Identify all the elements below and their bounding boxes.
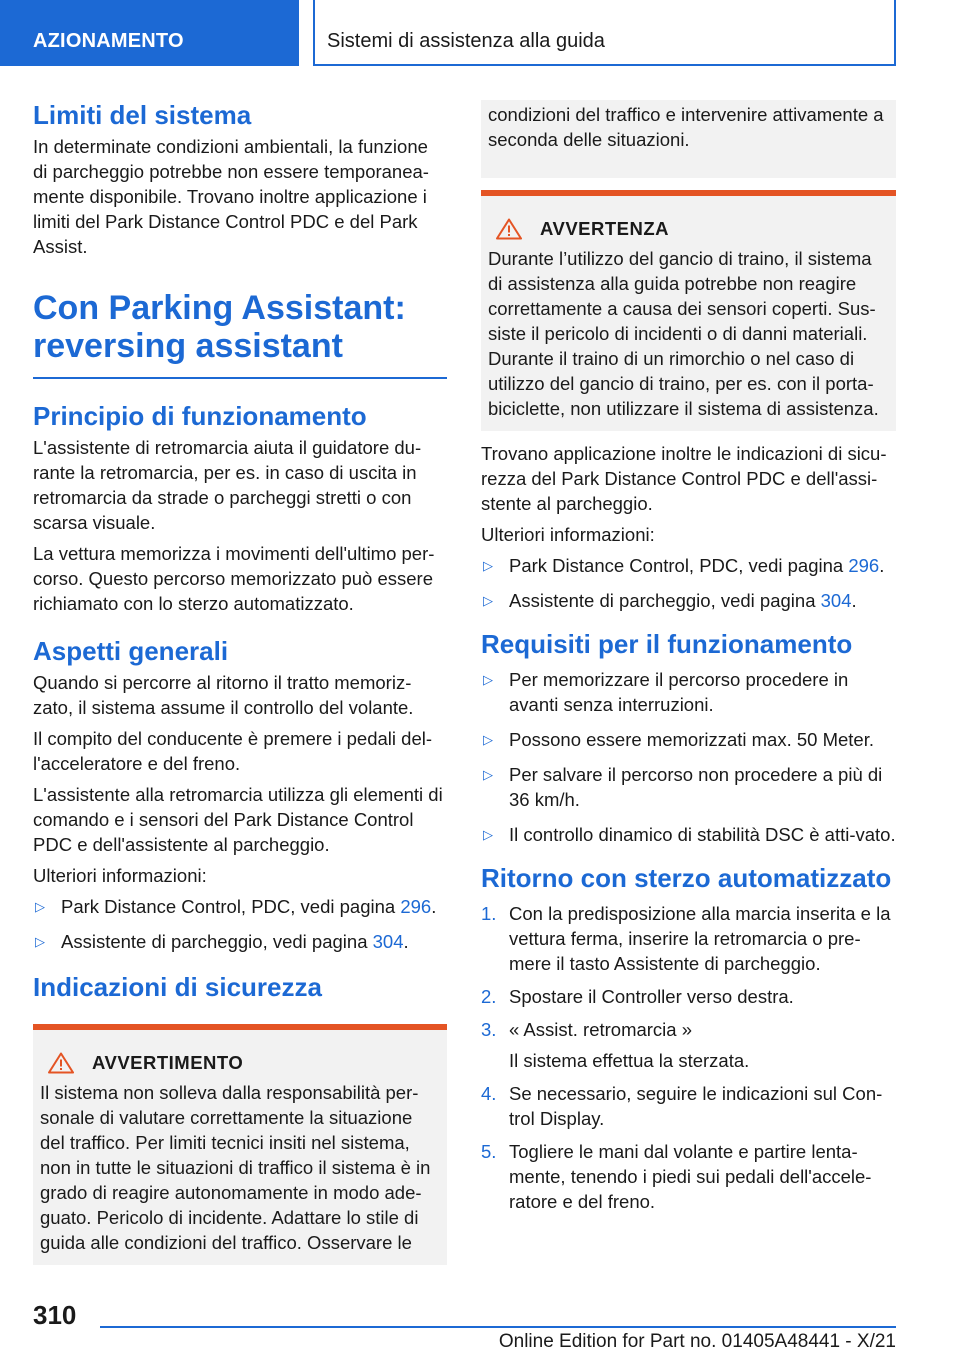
warning-box-avvertimento bbox=[33, 1024, 447, 1265]
title-divider bbox=[33, 377, 447, 379]
list-item: ▷ Park Distance Control, PDC, vedi pagina 296. bbox=[483, 555, 885, 576]
paragraph-principio-2: La vettura memorizza i movimenti dell'ultimo per-corso. Questo percorso memorizzato può essere richiamato con lo sterzo automatizzato. bbox=[33, 542, 435, 614]
paragraph-aspetti-2: Il compito del conducente è premere i pedali del-l'acceleratore e del freno. bbox=[33, 727, 433, 774]
footer-divider bbox=[100, 1326, 896, 1328]
warning-text: Durante l’utilizzo del gancio di traino, il sistema di assistenza alla guida potrebbe non reagire correttamente a causa dei sensori coperti. Sus-siste il pericolo di incidenti o di danni materiali. Durante il traino di un rimorchio o nel caso di utilizzo del gancio di traino, per es. con il porta-biciclette, non utilizzare il sistema di assistenza. bbox=[488, 248, 879, 419]
heading-requisiti: Requisiti per il funzionamento bbox=[481, 629, 853, 659]
warning-box-avvertenza bbox=[481, 190, 896, 431]
triangle-bullet-icon: ▷ bbox=[483, 672, 493, 687]
left-column bbox=[33, 100, 447, 1265]
triangle-bullet-icon: ▷ bbox=[35, 898, 45, 914]
warning-box-continued bbox=[481, 100, 896, 178]
paragraph-limiti: In determinate condizioni ambientali, la funzione di parcheggio potrebbe non essere temporanea-mente disponibile. Trovano inoltre applicazione i limiti del Park Distance Control PDC e del Park Assist. bbox=[33, 136, 429, 257]
page-link[interactable]: 296 bbox=[848, 555, 880, 576]
header-section-tab: AZIONAMENTO bbox=[0, 0, 299, 66]
list-item: ▷ Assistente di parcheggio, vedi pagina 304. bbox=[35, 930, 409, 952]
list-item: ▷ Possono essere memorizzati max. 50 Meter. bbox=[483, 729, 875, 750]
warning-title: AVVERTIMENTO bbox=[92, 1051, 244, 1073]
triangle-bullet-icon: ▷ bbox=[483, 827, 493, 842]
list-item: ▷ Il controllo dinamico di stabilità DSC è atti-vato. bbox=[483, 824, 896, 845]
page-link[interactable]: 304 bbox=[372, 930, 404, 952]
steps-list bbox=[481, 901, 896, 1214]
page-number: 310 bbox=[33, 1300, 77, 1330]
heading-principio: Principio di funzionamento bbox=[33, 400, 367, 431]
warning-text: Il sistema non solleva dalla responsabilità per-sonale di valutare correttamente la situazione del traffico. Per limiti tecnici insiti nel sistema, non in tutte le situazioni di traffico il sistema è in grado di reagire autonomamente in modo ade-guato. Pericolo di incidente. Adattare lo stile di guida alle condizioni del traffico. Osservare le bbox=[40, 1081, 431, 1253]
paragraph-aspetti-3: L'assistente alla retromarcia utilizza gli elementi di comando e i sensori del Park Distance Control PDC e dell'assistente al parcheggio. bbox=[33, 783, 443, 855]
footer-edition: Online Edition for Part no. 01405A48441 - X/21 bbox=[498, 1331, 896, 1352]
heading-aspetti: Aspetti generali bbox=[33, 635, 229, 666]
list-item: 5. Togliere le mani dal volante e partire lenta-mente, tenendo i piedi sui pedali dell'accele-ratore e del freno. bbox=[481, 1141, 872, 1212]
warning-triangle-icon bbox=[496, 218, 522, 240]
list-item: ▷ Per salvare il percorso non procedere a più di 36 km/h. bbox=[483, 764, 883, 810]
paragraph-trovano: Trovano applicazione inoltre le indicazioni di sicu-rezza del Park Distance Control PDC e dell'assi-stente al parcheggio. bbox=[481, 443, 887, 514]
page-link[interactable]: 296 bbox=[400, 895, 432, 917]
right-column bbox=[481, 100, 896, 1222]
paragraph-principio-1: L'assistente di retromarcia aiuta il guidatore du-rante la retromarcia, per es. in caso di uscita in retromarcia da strade o parcheggi stretti o con scarsa visuale. bbox=[33, 436, 422, 533]
paragraph-ulteriori: Ulteriori informazioni: bbox=[481, 524, 655, 545]
warning-text-continued: condizioni del traffico e intervenire attivamente a seconda delle situazioni. bbox=[488, 104, 884, 150]
list-item: 4. Se necessario, seguire le indicazioni sul Con-trol Display. bbox=[481, 1083, 883, 1129]
list-item: ▷ Park Distance Control, PDC, vedi pagina 296. bbox=[35, 895, 437, 917]
triangle-bullet-icon: ▷ bbox=[483, 593, 493, 608]
triangle-bullet-icon: ▷ bbox=[483, 767, 493, 782]
paragraph-ulteriori: Ulteriori informazioni: bbox=[33, 864, 207, 886]
right-reference-list bbox=[481, 553, 896, 613]
list-item: ▷ Per memorizzare il percorso procedere in avanti senza interruzioni. bbox=[483, 669, 849, 715]
header-chapter-title: Sistemi di assistenza alla guida bbox=[313, 0, 896, 66]
heading-limiti: Limiti del sistema bbox=[33, 100, 252, 130]
triangle-bullet-icon: ▷ bbox=[35, 933, 45, 949]
list-item: 1. Con la predisposizione alla marcia inserita e la vettura ferma, inserire la retromarcia o pre-mere il tasto Assistente di parcheggio. bbox=[481, 903, 891, 974]
warning-title: AVVERTENZA bbox=[540, 218, 670, 239]
page-link[interactable]: 304 bbox=[820, 590, 852, 611]
paragraph-aspetti-1: Quando si percorre al ritorno il tratto memoriz-zato, il sistema assume il controllo del volante. bbox=[33, 671, 414, 718]
list-item: 2. Spostare il Controller verso destra. bbox=[481, 986, 794, 1007]
heading-sicurezza: Indicazioni di sicurezza bbox=[33, 971, 322, 1002]
left-reference-list bbox=[33, 894, 447, 954]
list-item: ▷ Assistente di parcheggio, vedi pagina 304. bbox=[483, 590, 857, 611]
warning-triangle-icon bbox=[48, 1052, 74, 1074]
triangle-bullet-icon: ▷ bbox=[483, 558, 493, 573]
requisiti-list bbox=[481, 667, 896, 847]
page-title: Con Parking Assistant: reversing assistant bbox=[33, 289, 406, 365]
heading-ritorno: Ritorno con sterzo automatizzato bbox=[481, 863, 892, 893]
triangle-bullet-icon: ▷ bbox=[483, 732, 493, 747]
list-item: 3. « Assist. retromarcia » Il sistema effettua la sterzata. bbox=[481, 1019, 750, 1071]
